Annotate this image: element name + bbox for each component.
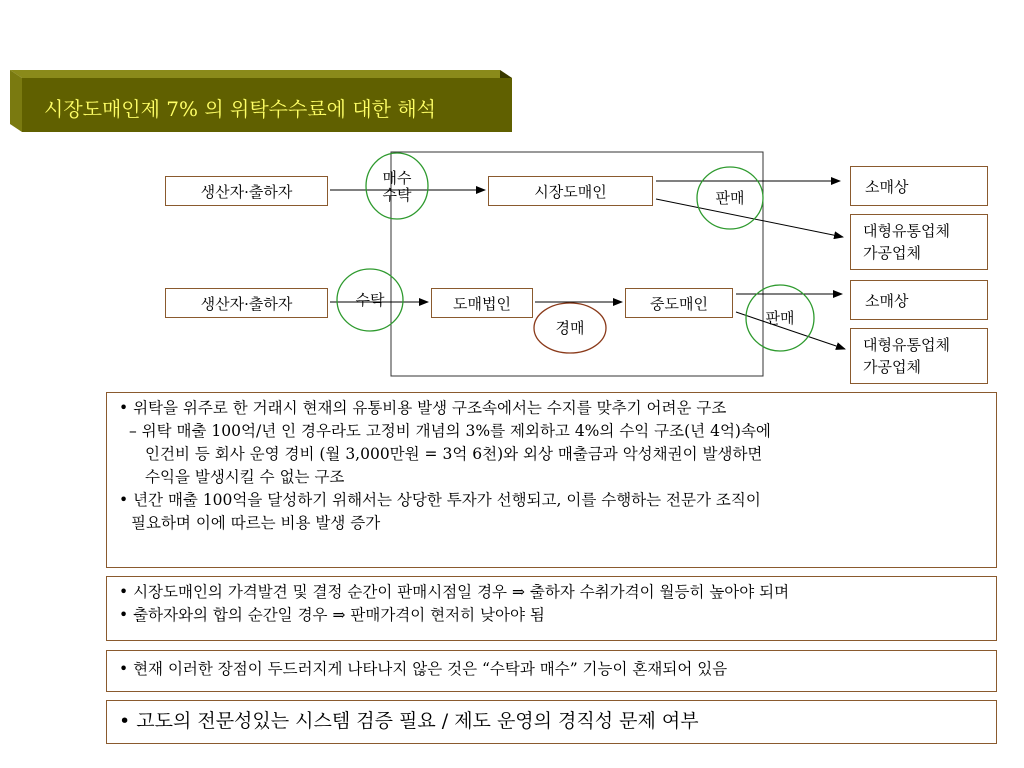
- panel3-line: • 현재 이러한 장점이 두드러지게 나타나지 않은 것은 “수탁과 매수” 기능이 혼재되어 있음: [119, 660, 728, 678]
- large-distributor-line2: 가공업체: [863, 244, 921, 262]
- panel1-line: – 위탁 매출 100억/년 인 경우라도 고정비 개념의 3%를 제외하고 4%의 수익 구조(년 4억)속에: [129, 422, 771, 440]
- sale-label-2: 판매: [765, 309, 795, 327]
- large-distributor-box-2: [850, 328, 988, 384]
- consign-label: 수탁: [382, 186, 412, 204]
- market-wholesaler-box: 시장도매인: [488, 176, 653, 206]
- panel1-line: • 년간 매출 100억을 달성하기 위해서는 상당한 투자가 선행되고, 이를 수행하는 전문가 조직이: [119, 491, 761, 509]
- wholesale-corp-box: 도매법인: [431, 288, 533, 318]
- panel2-line: • 시장도매인의 가격발견 및 결정 순간이 판매시점일 경우 ⇒ 출하자 수취가격이 월등히 높아야 되며: [119, 583, 790, 601]
- middle-wholesaler-box: 중도매인: [625, 288, 733, 318]
- panel4-line: • 고도의 전문성있는 시스템 검증 필요 / 제도 운영의 경직성 문제 여부: [119, 710, 699, 732]
- producer-box-1: 생산자·출하자: [165, 176, 328, 206]
- large-distributor-line1: 대형유통업체: [863, 222, 950, 240]
- consign-label-2: 수탁: [355, 291, 385, 309]
- panel1-line: • 위탁을 위주로 한 거래시 현재의 유통비용 발생 구조속에서는 수지를 맞추기 어려운 구조: [119, 399, 727, 417]
- large-distributor-line2: 가공업체: [863, 358, 921, 376]
- analysis-panel-4: [106, 700, 997, 744]
- producer-box-2: 생산자·출하자: [165, 288, 328, 318]
- retailer-box-1: 소매상: [850, 166, 988, 206]
- buy-consign-label: [377, 170, 417, 204]
- retailer-box-2: 소매상: [850, 280, 988, 320]
- panel1-line: 필요하며 이에 따르는 비용 발생 증가: [131, 514, 381, 532]
- page-title: 시장도매인제 7% 의 위탁수수료에 대한 해석: [44, 97, 436, 121]
- panel1-line: 수익을 발생시킬 수 없는 구조: [145, 468, 345, 486]
- panel1-line: 인건비 등 회사 운영 경비 (월 3,000만원 = 3억 6천)와 외상 매출금과 악성채권이 발생하면: [145, 445, 763, 463]
- analysis-panel-3: [106, 650, 997, 692]
- buy-label: 매수: [382, 169, 412, 187]
- sale-label-1: 판매: [715, 189, 745, 207]
- large-distributor-line1: 대형유통업체: [863, 336, 950, 354]
- analysis-panel-2: [106, 576, 997, 641]
- panel2-line: • 출하자와의 합의 순간일 경우 ⇒ 판매가격이 현저히 낮아야 됨: [119, 606, 545, 624]
- large-distributor-box-1: [850, 214, 988, 270]
- analysis-panel-1: [106, 392, 997, 568]
- auction-label: 경매: [555, 319, 585, 337]
